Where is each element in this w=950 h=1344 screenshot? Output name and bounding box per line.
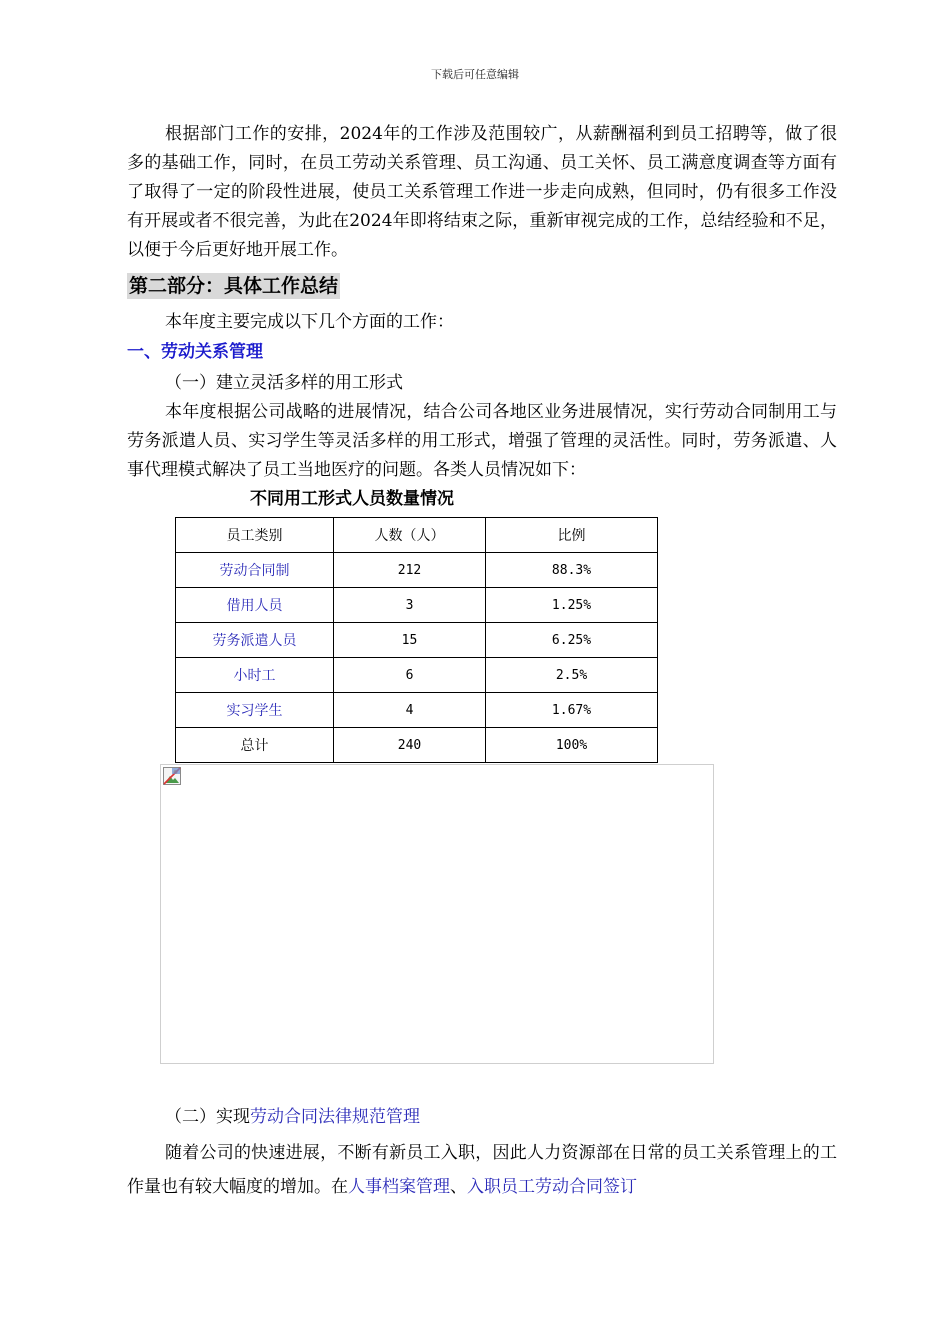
item-2-paragraph-text: 随着公司的快速进展，不断有新员工入职，因此人力资源部在日常的员工关系管理上的工作量也有较大幅度的增加。在 — [127, 1143, 837, 1197]
table-row — [176, 658, 658, 693]
item-2-title — [165, 1104, 420, 1130]
contract-signing-link[interactable]: 入职员工劳动合同签订 — [467, 1177, 637, 1197]
category-cell[interactable]: 实习学生 — [176, 693, 334, 728]
separator: 、 — [450, 1177, 467, 1197]
intro-paragraph: 根据部门工作的安排，2024年的工作涉及范围较广，从薪酬福利到员工招聘等，做了很多的基础工作，同时，在员工劳动关系管理、员工沟通、员工关怀、员工满意度调查等方面有了取得了一定的阶段性进展，使员工关系管理工作进一步走向成熟，但同时，仍有很多工作没有开展或者不很完善，为此在2024年即将结束之际，重新审视完成的工作，总结经验和不足，以便于今后更好地开展工作。 — [127, 124, 837, 260]
ratio-cell: 1.25% — [486, 588, 658, 623]
item-2-prefix: （二）实现 — [165, 1107, 250, 1127]
table-header-cell: 员工类别 — [176, 518, 334, 553]
subheading-labor-relations: 一、劳动关系管理 — [127, 342, 263, 362]
count-cell: 240 — [334, 728, 486, 763]
category-cell: 总计 — [176, 728, 334, 763]
item-1-paragraph: 本年度根据公司战略的进展情况，结合公司各地区业务进展情况，实行劳动合同制用工与劳务派遣人员、实习学生等灵活多样的用工形式，增强了管理的灵活性。同时，劳务派遣、人事代理模式解决了员工当地医疗的问题。各类人员情况如下： — [127, 402, 837, 480]
personnel-file-link[interactable]: 人事档案管理 — [348, 1177, 450, 1197]
page-header-note: 下载后可任意编辑 — [431, 68, 519, 81]
employment-type-table — [175, 517, 658, 763]
ratio-cell: 1.67% — [486, 693, 658, 728]
count-cell: 4 — [334, 693, 486, 728]
category-cell[interactable]: 小时工 — [176, 658, 334, 693]
table-header-row — [176, 518, 658, 553]
item-2-paragraph — [127, 1136, 837, 1204]
broken-image-placeholder — [160, 764, 714, 1064]
table-header-cell: 比例 — [486, 518, 658, 553]
table-row — [176, 623, 658, 658]
broken-image-icon — [163, 767, 181, 785]
count-cell: 6 — [334, 658, 486, 693]
table-total-row — [176, 728, 658, 763]
table-row — [176, 588, 658, 623]
ratio-cell: 88.3% — [486, 553, 658, 588]
table-title: 不同用工形式人员数量情况 — [250, 489, 454, 509]
category-cell[interactable]: 劳务派遣人员 — [176, 623, 334, 658]
category-cell[interactable]: 借用人员 — [176, 588, 334, 623]
item-1-title: （一）建立灵活多样的用工形式 — [165, 373, 403, 393]
labor-contract-law-link[interactable]: 劳动合同法律规范管理 — [250, 1107, 420, 1127]
count-cell: 3 — [334, 588, 486, 623]
table-header-cell: 人数（人） — [334, 518, 486, 553]
count-cell: 15 — [334, 623, 486, 658]
ratio-cell: 6.25% — [486, 623, 658, 658]
ratio-cell: 100% — [486, 728, 658, 763]
ratio-cell: 2.5% — [486, 658, 658, 693]
section-intro: 本年度主要完成以下几个方面的工作： — [165, 312, 454, 332]
category-cell[interactable]: 劳动合同制 — [176, 553, 334, 588]
table-row — [176, 693, 658, 728]
table-row — [176, 553, 658, 588]
count-cell: 212 — [334, 553, 486, 588]
section-title: 第二部分：具体工作总结 — [129, 275, 339, 297]
